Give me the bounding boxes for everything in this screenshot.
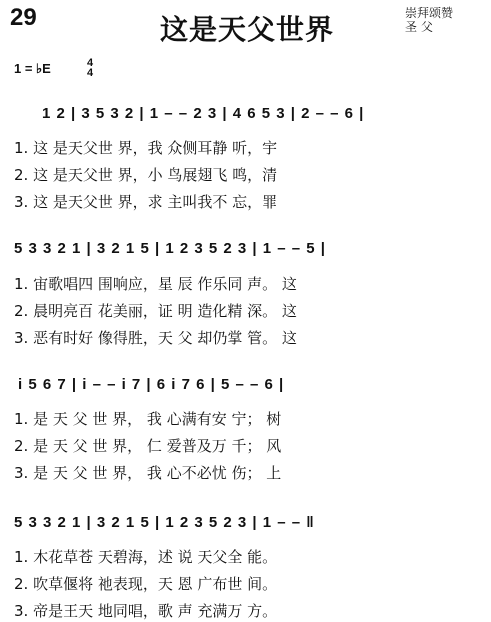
system-3-lyric-verse-1: 1. 是 天 父 世 界， 我 心满有安 宁； 树 [14,410,282,428]
time-signature-top: 4 [86,57,94,69]
hymn-title: 这是天父世界 [160,13,335,46]
system-4-notes: 5 3 3 2 1 | 3 2 1 5 | 1 2 3 5 2 3 | 1 – – ‖ [14,514,315,531]
system-3-lyric-verse-2: 2. 是 天 父 世 界， 仁 爱普及万 千； 风 [14,437,282,455]
credit-composer: 圣 父 [405,20,433,34]
key-signature: 1 = ♭E [14,61,51,76]
time-signature-bottom: 4 [86,67,94,79]
system-2-lyric-verse-3: 3. 恶有时好 像得胜，天 父 却仍掌 管。 这 [14,329,297,347]
system-2-lyric-verse-1: 1. 宙歌唱四 围响应，星 辰 作乐同 声。 这 [14,275,297,293]
time-signature [84,58,96,78]
system-1-lyric-verse-2: 2. 这 是天父世 界，小 鸟展翅飞 鸣，清 [14,166,278,184]
system-2-lyric-verse-2: 2. 晨明亮百 花美丽，证 明 造化精 深。 这 [14,302,297,320]
hymn-number: 29 [10,4,37,31]
system-1-lyric-verse-3: 3. 这 是天父世 界，求 主叫我不 忘，罪 [14,193,278,211]
system-1-lyric-verse-1: 1. 这 是天父世 界，我 众侧耳静 听，宇 [14,139,278,157]
system-4-lyric-verse-1: 1. 木花草苍 天碧海，述 说 天父全 能。 [14,548,278,566]
credit-source: 崇拜颂赞 [405,6,454,20]
system-2-notes: 5 3 3 2 1 | 3 2 1 5 | 1 2 3 5 2 3 | 1 – – 5 | [14,240,326,257]
system-4-lyric-verse-2: 2. 吹草偃将 祂表现，天 恩 广布世 间。 [14,575,278,593]
system-3-lyric-verse-3: 3. 是 天 父 世 界， 我 心不必忧 伤； 上 [14,464,282,482]
system-1-notes: 1 2 | 3 5 3 2 | 1 – – 2 3 | 4 6 5 3 | 2 – – 6 | [42,105,365,122]
system-3-notes: i 5 6 7 | i – – i 7 | 6 i 7 6 | 5 – – 6 | [18,376,285,393]
system-4-lyric-verse-3: 3. 帝是王天 地同唱，歌 声 充满万 方。 [14,602,278,620]
